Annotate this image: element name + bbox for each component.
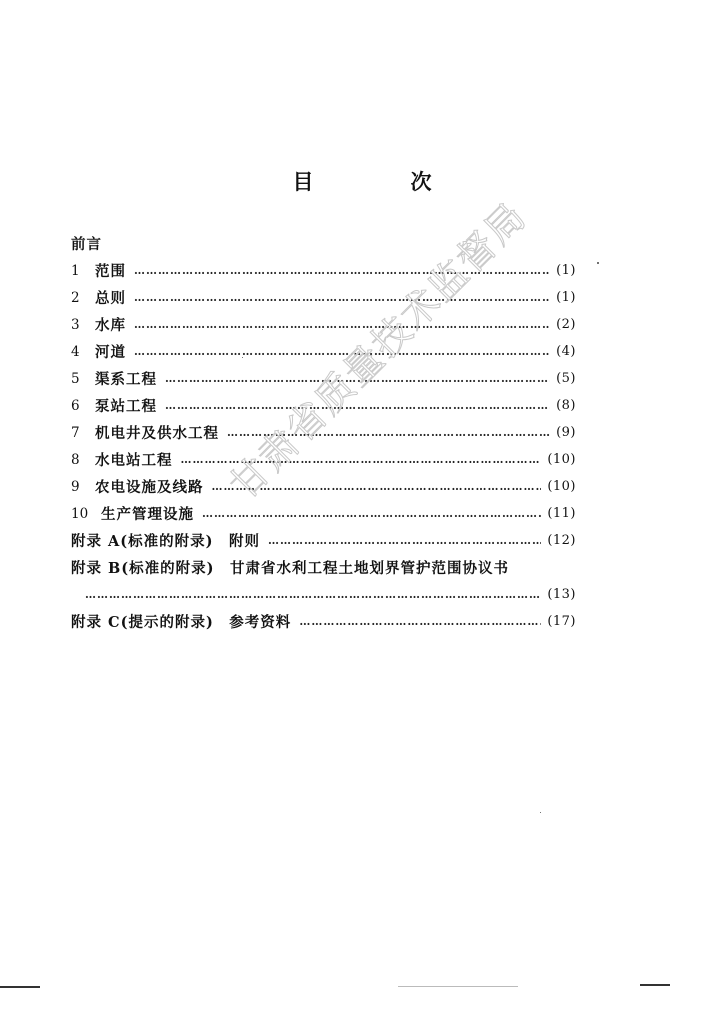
toc-item-label: 水电站工程 xyxy=(95,452,173,469)
toc-appendix-c xyxy=(71,608,576,635)
appendix-a-label: 附录 A(标准的附录) 附则 xyxy=(71,533,261,550)
toc-item xyxy=(71,365,576,392)
toc-item-page: (1) xyxy=(556,290,576,305)
toc-item-page: (10) xyxy=(547,452,576,467)
toc-item-number: 7 xyxy=(71,424,80,441)
toc-item-number: 8 xyxy=(71,451,80,468)
toc-item xyxy=(71,257,576,284)
toc-preface xyxy=(71,230,576,257)
toc-item-label: 生产管理设施 xyxy=(101,506,194,523)
toc-item-label: 泵站工程 xyxy=(95,398,157,415)
page-title: 目 次 xyxy=(292,169,470,194)
toc-item-label: 机电井及供水工程 xyxy=(95,425,219,442)
toc-item xyxy=(71,338,576,365)
toc-appendix-b xyxy=(71,554,576,581)
toc-item xyxy=(71,284,576,311)
toc-item-number: 4 xyxy=(71,343,80,360)
appendix-c-label: 附录 C(提示的附录) 参考资料 xyxy=(71,614,292,631)
toc-item xyxy=(71,446,576,473)
dot-leader xyxy=(165,399,550,412)
watermark-stamp: 甘肃省质量技术监督局 xyxy=(221,193,536,508)
toc-item-number: 3 xyxy=(71,316,80,333)
dot-leader xyxy=(299,615,541,628)
toc-item-page: (11) xyxy=(547,506,576,521)
toc-item-number: 2 xyxy=(71,289,80,306)
scan-mark xyxy=(398,986,518,987)
toc-item-number: 1 xyxy=(71,262,80,279)
appendix-a-page: (12) xyxy=(547,533,576,548)
appendix-c-page: (17) xyxy=(547,614,576,629)
toc-item-label: 农电设施及线路 xyxy=(95,479,204,496)
dot-leader xyxy=(181,453,542,466)
dot-leader xyxy=(212,480,542,493)
toc-appendix-b-continued xyxy=(71,581,576,608)
dot-leader xyxy=(134,291,550,304)
toc-item-page: (9) xyxy=(556,425,576,440)
toc-item-label: 范围 xyxy=(95,263,126,280)
toc-item-label: 河道 xyxy=(95,344,126,361)
toc-item xyxy=(71,311,576,338)
dot-leader xyxy=(85,588,541,601)
dot-leader xyxy=(134,318,550,331)
scan-artifacts xyxy=(0,980,724,994)
scan-speck xyxy=(597,262,599,264)
scan-speck xyxy=(242,357,243,358)
dot-leader xyxy=(134,264,550,277)
toc-preface-label: 前言 xyxy=(71,236,102,253)
toc-item-number: 10 xyxy=(71,505,89,522)
scan-speck xyxy=(262,329,263,330)
toc-item-number: 6 xyxy=(71,397,80,414)
toc-item-page: (1) xyxy=(556,263,576,278)
scan-mark xyxy=(640,984,670,986)
toc-item-number: 5 xyxy=(71,370,80,387)
dot-leader xyxy=(165,372,550,385)
toc-item-label: 水库 xyxy=(95,317,126,334)
dot-leader xyxy=(134,345,550,358)
appendix-b-page: (13) xyxy=(547,587,576,602)
appendix-b-label: 附录 B(标准的附录) 甘肃省水利工程土地划界管护范围协议书 xyxy=(71,560,510,577)
dot-leader xyxy=(227,426,550,439)
toc-item xyxy=(71,419,576,446)
toc-appendix-a xyxy=(71,527,576,554)
toc-item-page: (8) xyxy=(556,398,576,413)
scan-speck xyxy=(540,812,541,813)
toc-item-label: 渠系工程 xyxy=(95,371,157,388)
toc-item xyxy=(71,392,576,419)
toc-item-page: (2) xyxy=(556,317,576,332)
dot-leader xyxy=(268,534,541,547)
toc-item-page: (10) xyxy=(547,479,576,494)
toc-item-page: (4) xyxy=(556,344,576,359)
toc-item-page: (5) xyxy=(556,371,576,386)
toc-item-number: 9 xyxy=(71,478,80,495)
table-of-contents xyxy=(71,230,576,635)
toc-item-label: 总则 xyxy=(95,290,126,307)
dot-leader xyxy=(202,507,541,520)
toc-item xyxy=(71,500,576,527)
scan-mark xyxy=(0,986,40,988)
toc-item xyxy=(71,473,576,500)
